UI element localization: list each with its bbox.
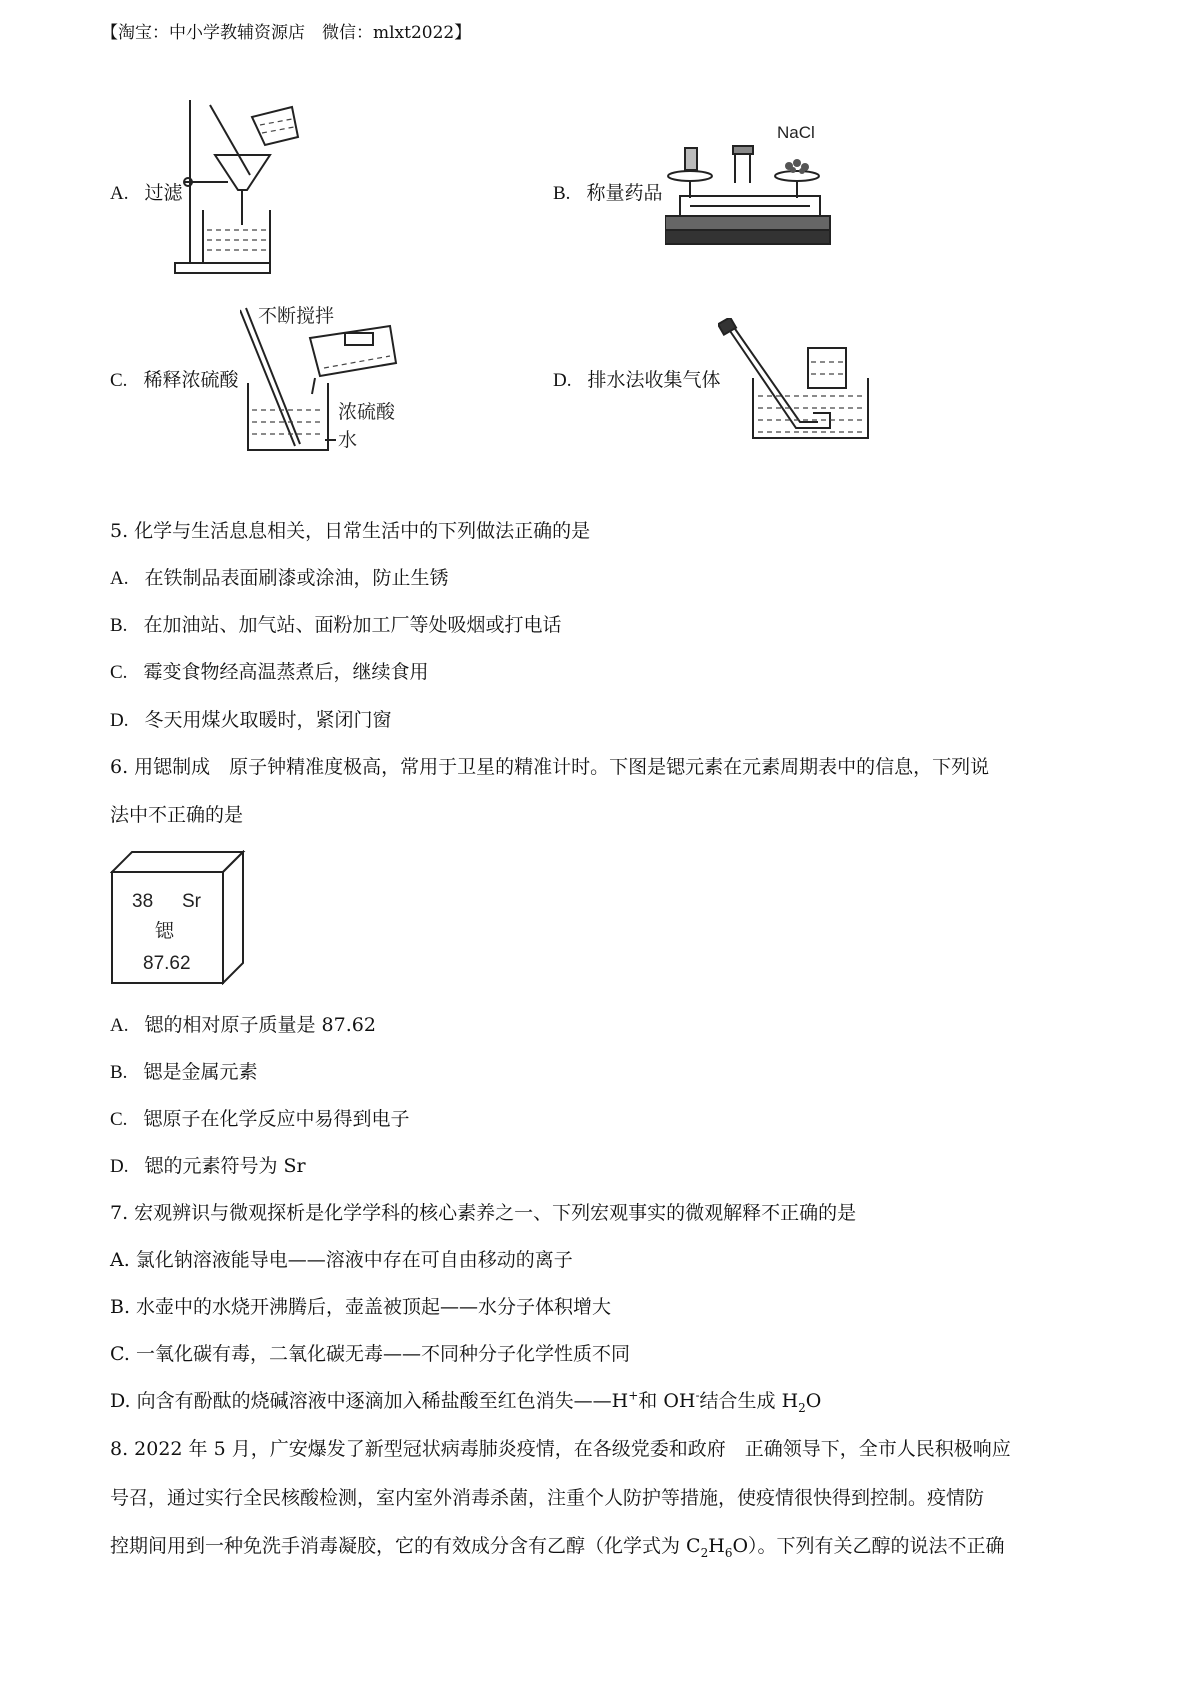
q5-option-b: B. 在加油站、加气站、面粉加工厂等处吸烟或打电话 bbox=[110, 614, 562, 636]
water-collection-figure bbox=[718, 318, 878, 443]
option-text: 过滤 bbox=[144, 182, 183, 204]
acid-label: 浓硫酸 bbox=[338, 402, 396, 423]
strontium-element-card bbox=[110, 850, 250, 985]
option-text: 排水法收集气体 bbox=[587, 369, 721, 391]
dilution-figure bbox=[240, 298, 440, 460]
question-7-stem: 7. 宏观辨识与微观探析是化学学科的核心素养之一、下列宏观事实的微观解释不正确的是 bbox=[110, 1202, 857, 1224]
question-6-stem-line2: 法中不正确的是 bbox=[110, 804, 244, 826]
option-c-dilution bbox=[110, 365, 238, 392]
stir-label: 不断搅拌 bbox=[258, 306, 335, 327]
water-label: 水 bbox=[338, 430, 358, 451]
q5-option-d: D. 冬天用煤火取暖时，紧闭门窗 bbox=[110, 709, 392, 731]
option-b-weighing bbox=[553, 178, 662, 205]
question-5-stem: 5. 化学与生活息息相关，日常生活中的下列做法正确的是 bbox=[110, 520, 591, 542]
question-8-line3: 控期间用到一种免洗手消毒凝胶，它的有效成分含有乙醇（化学式为 $C_2H_6O$）。下列有关乙醇的说法不正确 bbox=[110, 1535, 1005, 1560]
option-text: 称量药品 bbox=[586, 182, 663, 204]
question-6-stem-line1: 6. 用锶制成 原子钟精准度极高，常用于卫星的精准计时。下图是锶元素在元素周期表中的信息，下列说 bbox=[110, 756, 990, 778]
q7-option-d: D. 向含有酚酞的烧碱溶液中逐滴加入稀盐酸至红色消失——H+和 OH-结合生成 $H_2O$ bbox=[110, 1388, 822, 1415]
option-text: 稀释浓硫酸 bbox=[143, 369, 239, 391]
balance-figure bbox=[665, 118, 835, 258]
q7-option-c: C. 一氧化碳有毒，二氧化碳无毒——不同种分子化学性质不同 bbox=[110, 1343, 630, 1365]
q6-option-b: B. 锶是金属元素 bbox=[110, 1061, 258, 1083]
filtration-figure bbox=[170, 95, 310, 280]
element-name: 锶 bbox=[155, 921, 175, 942]
q6-option-d: D. 锶的元素符号为 Sr bbox=[110, 1155, 306, 1177]
question-8-line1: 8. 2022 年 5 月，广安爆发了新型冠状病毒肺炎疫情，在各级党委和政府 正确领导下，全市人民积极响应 bbox=[110, 1438, 1011, 1460]
option-letter: D. bbox=[553, 370, 572, 391]
q5-option-c: C. 霉变食物经高温蒸煮后，继续食用 bbox=[110, 661, 429, 683]
atomic-mass: 87.62 bbox=[143, 953, 191, 974]
page-header: 【淘宝：中小学教辅资源店 微信：mlxt2022】 bbox=[101, 23, 472, 43]
q6-option-c: C. 锶原子在化学反应中易得到电子 bbox=[110, 1108, 410, 1130]
option-d-water-collection bbox=[553, 365, 721, 392]
option-letter: C. bbox=[110, 370, 128, 391]
option-letter: A. bbox=[110, 183, 129, 204]
q5-option-a: A. 在铁制品表面刷漆或涂油，防止生锈 bbox=[110, 567, 449, 589]
q7-option-b: B. 水壶中的水烧开沸腾后，壶盖被顶起——水分子体积增大 bbox=[110, 1296, 612, 1318]
element-symbol: Sr bbox=[182, 891, 201, 912]
q6-option-a: A. 锶的相对原子质量是 87.62 bbox=[110, 1014, 376, 1036]
option-letter: B. bbox=[553, 183, 571, 204]
q7-option-a: A. 氯化钠溶液能导电——溶液中存在可自由移动的离子 bbox=[110, 1249, 573, 1271]
atomic-number: 38 bbox=[132, 891, 154, 912]
question-8-line2: 号召，通过实行全民核酸检测，室内室外消毒杀菌，注重个人防护等措施，使疫情很快得到控制。疫情防 bbox=[110, 1487, 985, 1509]
nacl-label: NaCl bbox=[777, 123, 815, 142]
